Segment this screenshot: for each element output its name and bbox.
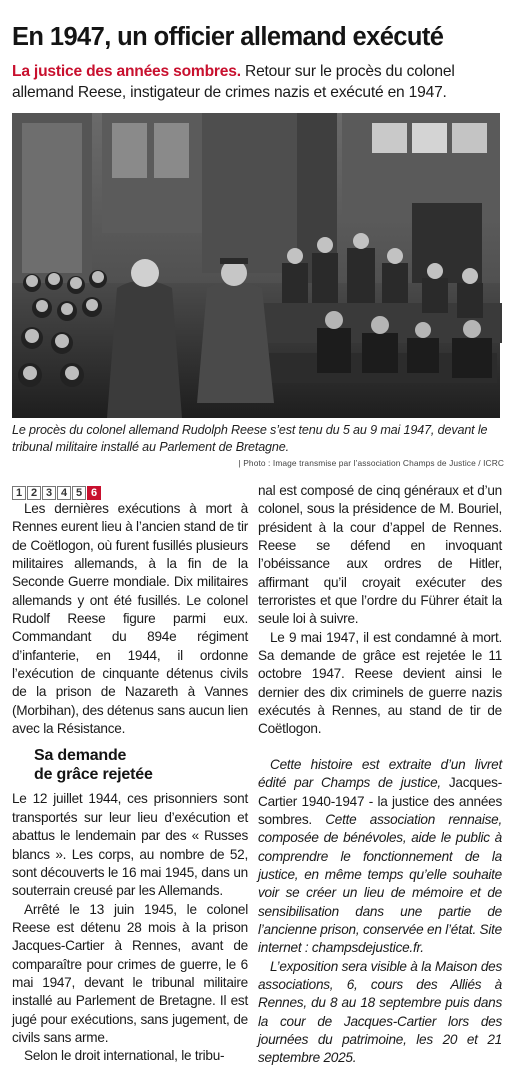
section-subhead <box>12 746 248 784</box>
body-paragraph: Arrêté le 13 juin 1945, le colonel Reese est détenu 28 mois à la prison Jacques-Cartier à Rennes, avant de comparaître pour crimes de guerre, le 6 mai 1947, devant le tribunal militaire installé au Parlement de Bretagne. Il est jugé pour exécutions, sans jugement, de civils sans arme. <box>12 901 248 1045</box>
body-paragraph: nal est composé de cinq généraux et d’un colonel, sous la présidence de M. Bouriel, président à la cour d’appel de Rennes. Reese se défend en invoquant l’obéissance aux ordres de Hitler, affirmant qu’il croyait exécuter des terroristes et que l’ordre du Führer était la seule loi à suivre. <box>258 483 502 627</box>
page-number-6-current: 6 <box>87 486 101 500</box>
lead-kicker: La justice des années sombres. <box>12 63 241 80</box>
subhead-line-1: Sa demande <box>34 747 127 765</box>
body-paragraph-book-note <box>258 756 502 958</box>
subhead-line-2: de grâce rejetée <box>34 766 153 784</box>
book-note-italic-continued: Cette association rennaise, composée de bénévoles, aide le public à comprendre le fonctionnement de la justice, en même temps qu’elle souhaite voir se créer un lieu de mémoire et de sensibilisation dans une partie de l’ancienne prison, conservée en l’état. Site internet : champsdejustice.fr. <box>258 811 502 956</box>
page-number-1: 1 <box>12 486 26 500</box>
body-paragraph-exhibition: L’exposition sera visible à la Maison des associations, 6, cours des Alliés à Rennes, du 8 au 18 septembre puis dans la cour de Jacques-Cartier lors des journées du patrimoine, les 20 et 21 septembre 2025. <box>258 958 502 1066</box>
article-headline: En 1947, un officier allemand exécuté <box>12 23 444 51</box>
body-paragraph: Le 9 mai 1947, il est condamné à mort. Sa demande de grâce est rejetée le 11 octobre 1947. Reese devient ainsi le dernier des dix criminels de guerre nazis exécutés à Rennes, au stand de tir de Coëtlogon. <box>258 629 502 737</box>
body-paragraph: Selon le droit international, le tribu- <box>24 1048 225 1064</box>
photo-caption: Le procès du colonel allemand Rudolph Reese s’est tenu du 5 au 9 mai 1947, devant le tribunal militaire installé au Parlement de Bretagne. <box>12 423 488 454</box>
page-number-3: 3 <box>42 486 56 500</box>
page-indicator <box>12 486 101 500</box>
page-number-2: 2 <box>27 486 41 500</box>
photo-credit: | Photo : Image transmise par l’association Champs de Justice / ICRC <box>238 458 504 468</box>
lead-text: Retour sur le procès du colonel allemand Reese, instigateur de crimes nazis et exécuté en 1947. <box>12 63 455 101</box>
article-lead <box>12 62 504 103</box>
article-column-left <box>12 500 248 1066</box>
book-note-title: Jacques-Cartier 1940-1947 - la justice des années sombres. <box>258 775 502 827</box>
article-photo <box>12 113 500 418</box>
body-paragraph: Le 12 juillet 1944, ces prisonniers sont transportés sur leur lieu d’exécution et abattus le lendemain par des « Russes blancs ». Les corps, au nombre de 52, sont découverts le 16 mai 1945, dans un souterrain creusé par les Allemands. <box>12 791 248 899</box>
page-number-5: 5 <box>72 486 86 500</box>
paragraph-spacer <box>258 739 502 756</box>
page-number-4: 4 <box>57 486 71 500</box>
courtroom-photo-image <box>12 113 500 418</box>
body-paragraph: Les dernières exécutions à mort à Rennes eurent lieu à l’ancien stand de tir de Coëtlogon, où furent fusillés plusieurs militaires allemands, à la fin de la Seconde Guerre mondiale. Dix militaires allemands y ont été fusillés. Le colonel Rudolf Reese figure parmi eux. Commandant du 894e régiment d’infanterie, en 1944, il ordonne l’exécution de cinquante détenus civils de la prison de Nazareth à Vannes (Morbihan), des détenus sans aucun lien avec la Résistance. <box>12 501 248 737</box>
book-note-italic: Cette histoire est extraite d’un livret édité par Champs de justice, <box>258 756 502 791</box>
article-column-right <box>258 482 502 1068</box>
